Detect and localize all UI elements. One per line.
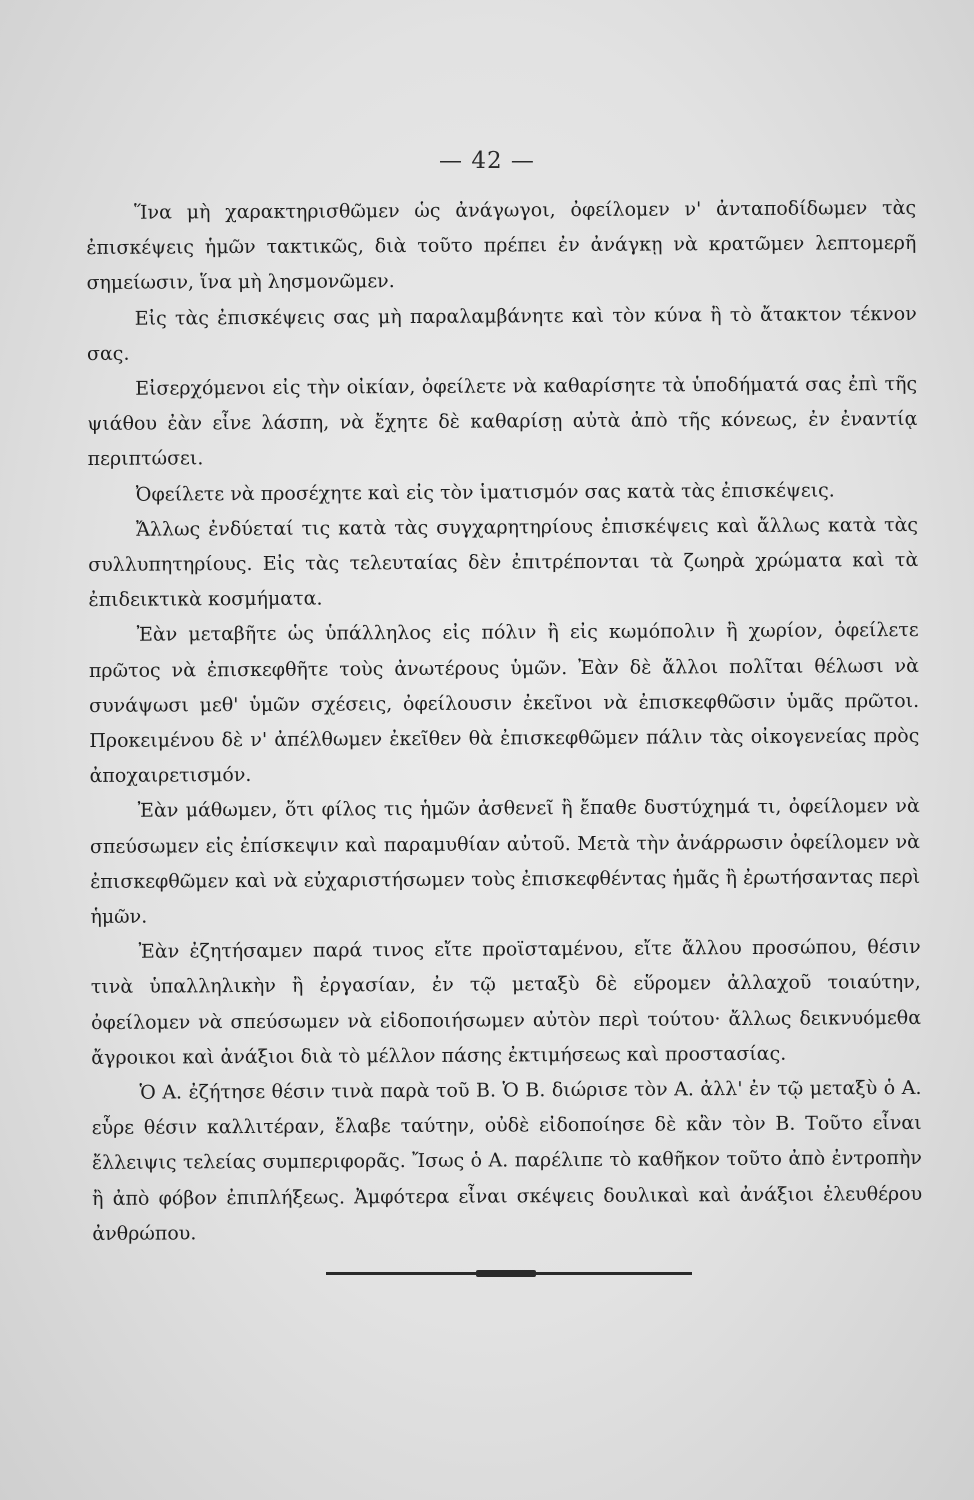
paragraph-7: Ἐὰν μάθωμεν, ὅτι φίλος τις ἡμῶν ἀσθενεῖ ἢ ἔπαθε δυστύχημά τι, ὀφείλομεν νὰ σπεύσωμεν εἰς ἐπίσκεψιν καὶ παραμυθίαν αὐτοῦ. Μετὰ τὴν ἀνάρρωσιν ὀφείλομεν νὰ ἐπισκεφθῶμεν καὶ νὰ εὐχαριστήσωμεν τοὺς ἐπισκεφθέντας ἡμᾶς ἢ ἐρωτήσαντας περὶ ἡμῶν.: [89, 795, 921, 929]
section-divider-rule: [326, 1272, 692, 1275]
paragraph-4: Ὀφείλετε νὰ προσέχητε καὶ εἰς τὸν ἱματισμόν σας κατὰ τὰς ἐπισκέψεις.: [135, 479, 835, 506]
page-number: — 42 —: [439, 148, 535, 174]
paragraph-8: Ἐὰν ἐζητήσαμεν παρά τινος εἴτε προϊσταμένου, εἴτε ἄλλου προσώπου, θέσιν τινὰ ὑπαλληλικὴν ἢ ἐργασίαν, ἐν τῷ μεταξὺ δὲ εὕρομεν ἀλλαχοῦ τοιαύτην, ὀφείλομεν νὰ σπεύσωμεν νὰ εἰδοποιήσωμεν αὐτὸν περὶ τούτου· ἄλλως δεικνυόμεθα ἄγροικοι καὶ ἀνάξιοι διὰ τὸ μέλλον πάσης ἐκτιμήσεως καὶ προστασίας.: [90, 936, 922, 1069]
paragraph-5: Ἄλλως ἐνδύεταί τις κατὰ τὰς συγχαρητηρίους ἐπισκέψεις καὶ ἄλλως κατὰ τὰς συλλυπητηρίους. Εἰς τὰς τελευταίας δὲν ἐπιτρέπονται τὰ ζωηρὰ χρώματα καὶ τὰ ἐπιδεικτικὰ κοσμήματα.: [88, 513, 919, 612]
paragraph-9: Ὁ Α. ἐζήτησε θέσιν τινὰ παρὰ τοῦ Β. Ὁ Β. διώρισε τὸν Α. ἀλλ' ἐν τῷ μεταξὺ ὁ Α. εὗρε θέσιν καλλιτέραν, ἔλαβε ταύτην, οὐδὲ εἰδοποίησε δὲ κἂν τὸν Β. Τοῦτο εἶναι ἔλλειψις τελείας συμπεριφορᾶς. Ἴσως ὁ Α. παρέλιπε τὸ καθῆκον τοῦτο ἀπὸ ἐντροπὴν ἢ ἀπὸ φόβον ἐπιπλήξεως. Ἀμφότερα εἶναι σκέψεις δουλικαὶ καὶ ἀνάξιοι ἐλευθέρου ἀνθρώπου.: [91, 1076, 923, 1245]
paragraph-6: Ἐὰν μεταβῆτε ὡς ὑπάλληλος εἰς πόλιν ἢ εἰς κωμόπολιν ἢ χωρίον, ὀφείλετε πρῶτος νὰ ἐπισκεφθῆτε τοὺς ἀνωτέρους ὑμῶν. Ἐὰν δὲ ἄλλοι πολῖται θέλωσι νὰ συνάψωσι μεθ' ὑμῶν σχέσεις, ὀφείλουσιν ἐκεῖνοι νὰ ἐπισκεφθῶσιν ὑμᾶς πρῶτοι. Προκειμένου δὲ ν' ἀπέλθωμεν ἐκεῖθεν θὰ ἐπισκεφθῶμεν πάλιν τὰς οἰκογενείας πρὸς ἀποχαιρετισμόν.: [88, 619, 920, 788]
paragraph-2: Εἰς τὰς ἐπισκέψεις σας μὴ παραλαμβάνητε καὶ τὸν κύνα ἢ τὸ ἄτακτον τέκνον σας.: [86, 302, 917, 365]
paragraph-3: Εἰσερχόμενοι εἰς τὴν οἰκίαν, ὀφείλετε νὰ καθαρίσητε τὰ ὑποδήματά σας ἐπὶ τῆς ψιάθου ἐὰν εἶνε λάσπη, νὰ ἔχητε δὲ καθαρίσῃ αὐτὰ ἀπὸ τῆς κόνεως, ἐν ἐναντίᾳ περιπτώσει.: [87, 372, 918, 471]
body-text: [86, 191, 922, 1252]
paragraph-1: Ἵνα μὴ χαρακτηρισθῶμεν ὡς ἀνάγωγοι, ὀφείλομεν ν' ἀνταποδίδωμεν τὰς ἐπισκέψεις ἡμῶν τακτικῶς, διὰ τοῦτο πρέπει ἐν ἀνάγκῃ νὰ κρατῶμεν λεπτομερῆ σημείωσιν, ἵνα μὴ λησμονῶμεν.: [86, 196, 917, 295]
